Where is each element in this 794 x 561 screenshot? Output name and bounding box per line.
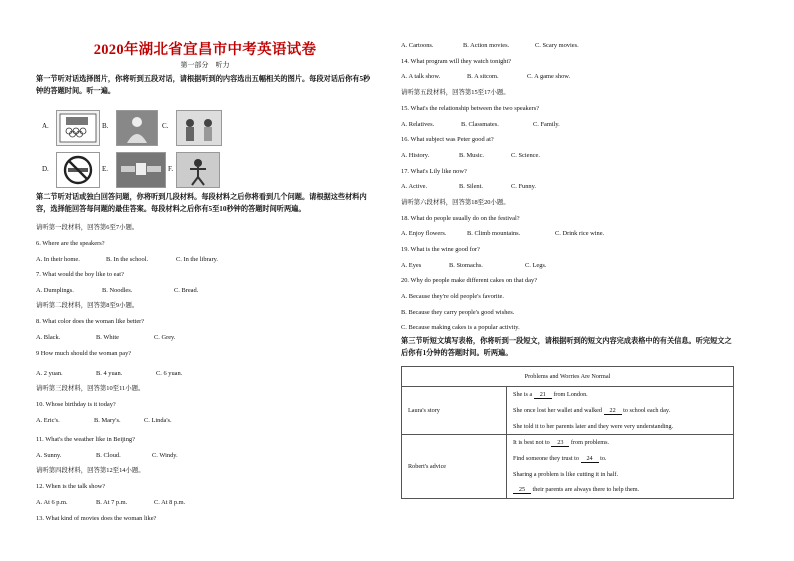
option[interactable]: C. Scary movies. [535, 42, 579, 49]
question-6: 6. Where are the speakers? [36, 240, 105, 247]
option[interactable]: A. At 6 p.m. [36, 499, 68, 506]
option[interactable]: B. 4 yuan. [96, 370, 123, 377]
table-row: She told it to her parents later and they were very understanding. [507, 419, 734, 435]
option[interactable]: A. Enjoy flowers. [401, 230, 447, 237]
robert-label: Robert's advice [402, 435, 507, 499]
question-12-options [36, 498, 185, 507]
pic-label-c: C. [162, 122, 169, 130]
exam-title: 2020年湖北省宜昌市中考英语试卷 [93, 42, 317, 58]
option[interactable]: A. Black. [36, 334, 61, 341]
person-picture [116, 110, 158, 146]
question-19: 19. What is the wine good for? [401, 246, 480, 253]
question-11-options [36, 451, 178, 460]
material-2-note: 请听第二段材料，回答第8至9小题。 [36, 302, 139, 309]
material-3-note: 请听第三段材料，回答第10至11小题。 [36, 385, 145, 392]
table-row: She once lost her wallet and walked 22 to school each day. [507, 403, 734, 419]
sports-picture [176, 152, 220, 188]
question-13: 13. What kind of movies does the woman like? [36, 515, 157, 522]
option[interactable]: B. Silent. [459, 183, 483, 190]
question-13-options [401, 41, 579, 50]
blank-22[interactable]: 22 [604, 407, 622, 415]
option[interactable]: C. Grey. [154, 334, 176, 341]
pic-label-a: A. [42, 122, 49, 130]
section1-instruction: 第一节听对话选择图片，你将听到五段对话，请根据听到的内容选出五幅相关的图片。每段对话后你有5秒钟的答题时间。听一遍。 [36, 75, 371, 95]
question-7-options [36, 286, 198, 295]
option[interactable]: A. Because they're old people's favorite. [401, 293, 504, 300]
option[interactable]: C. Bread. [174, 287, 199, 294]
option[interactable]: B. Climb mountains. [467, 230, 521, 237]
option[interactable]: A. Cartoons. [401, 42, 434, 49]
option[interactable]: B. Noodles. [102, 287, 133, 294]
question-15-options [401, 120, 560, 129]
material-5-note: 请听第五段材料，回答第15至17小题。 [401, 89, 510, 96]
option[interactable]: A. In their home. [36, 256, 80, 263]
question-10: 10. Whose birthday is it today? [36, 401, 116, 408]
part-heading: 第一部分 听力 [180, 61, 230, 69]
table-title: Problems and Worries Are Normal [402, 367, 734, 387]
material-6-note: 请听第六段材料，回答第18至20小题。 [401, 199, 510, 206]
section3-instruction: 第三节听短文填写表格，你将听到一段短文，请根据听到的短文内容完成表格中的有关信息。听完短文之后你有1分钟的答题时间。听两遍。 [401, 337, 732, 357]
option[interactable]: B. Mary's. [94, 417, 121, 424]
listening-table [401, 366, 734, 499]
option[interactable]: A. Sunny. [36, 452, 62, 459]
option[interactable]: C. Windy. [152, 452, 178, 459]
table-row: It is best not to 23 from problems. [507, 435, 734, 451]
option[interactable]: C. Legs. [525, 262, 547, 269]
question-19-options [401, 261, 546, 270]
question-17: 17. What's Lily like now? [401, 168, 467, 175]
question-18: 18. What do people usually do on the festival? [401, 215, 520, 222]
option[interactable]: C. Because making cakes is a popular activity. [401, 324, 520, 331]
option[interactable]: C. Science. [511, 152, 540, 159]
option[interactable]: C. Family. [533, 121, 560, 128]
option[interactable]: B. Music. [459, 152, 485, 159]
option[interactable]: C. Funny. [511, 183, 536, 190]
question-18-options [401, 229, 604, 238]
section2-instruction: 第二节听对话或独白回答问题，你将听到几段材料。每段材料之后你将看到几个问题。请根据这些材料内容，选择能回答每问题的最佳答案。每段材料之后你有5至10秒钟的答题时间听两遍。 [36, 193, 367, 213]
question-9: 9 How much should the woman pay? [36, 350, 132, 357]
option[interactable]: A. Relatives. [401, 121, 435, 128]
two-people-picture [176, 110, 222, 146]
table-row: 25 their parents are always there to help them. [507, 483, 734, 499]
question-16: 16. What subject was Peter good at? [401, 136, 494, 143]
blank-21[interactable]: 21 [534, 391, 552, 399]
blank-23[interactable]: 23 [551, 439, 569, 447]
option[interactable]: A. Eric's. [36, 417, 60, 424]
option[interactable]: A. A talk show. [401, 73, 441, 80]
table-row: She is a 21 from London. [507, 387, 734, 403]
blank-24[interactable]: 24 [581, 455, 599, 463]
table-row: Sharing a problem is like cutting it in half. [507, 467, 734, 483]
space-station-picture [116, 152, 166, 188]
laura-label: Laura's story [402, 387, 507, 435]
option[interactable]: B. White [96, 334, 119, 341]
option[interactable]: B. Because they carry people's good wishes. [401, 309, 515, 316]
option[interactable]: B. A sitcom. [467, 73, 499, 80]
no-smoking-picture [56, 152, 100, 188]
material-1-note: 请听第一段材料，回答第6至7小题。 [36, 224, 139, 231]
option[interactable]: B. Action movies. [463, 42, 510, 49]
question-8: 8. What color does the woman like better? [36, 318, 145, 325]
question-14: 14. What program will they watch tonight? [401, 58, 512, 65]
option[interactable]: A. Dumplings. [36, 287, 74, 294]
option[interactable]: C. At 8 p.m. [154, 499, 186, 506]
option[interactable]: B. Stomachs. [449, 262, 483, 269]
option[interactable]: B. In the school. [106, 256, 149, 263]
option[interactable]: C. A game show. [527, 73, 571, 80]
olympic-picture [56, 110, 100, 146]
option[interactable]: A. 2 yuan. [36, 370, 63, 377]
question-15: 15. What's the relationship between the two speakers? [401, 105, 540, 112]
question-17-options [401, 182, 536, 191]
question-16-options [401, 151, 540, 160]
option[interactable]: B. Cloud. [96, 452, 121, 459]
table-row: Find someone they trust to 24 to. [507, 451, 734, 467]
pic-label-b: B. [102, 122, 109, 130]
option[interactable]: C. 6 yuan. [156, 370, 183, 377]
question-14-options [401, 72, 570, 81]
option[interactable]: A. History. [401, 152, 430, 159]
question-7: 7. What would the boy like to eat? [36, 271, 124, 278]
pic-label-f: F. [168, 165, 174, 173]
material-4-note: 请听第四段材料，回答第12至14小题。 [36, 467, 145, 474]
blank-25[interactable]: 25 [513, 486, 531, 494]
option[interactable]: C. Linda's. [144, 417, 172, 424]
option[interactable]: A. Eyes [401, 262, 422, 269]
question-20: 20. Why do people make different cakes on that day? [401, 277, 538, 284]
question-8-options [36, 333, 175, 342]
question-11: 11. What's the weather like in Beijing? [36, 436, 135, 443]
pic-label-e: E. [102, 165, 109, 173]
option[interactable]: C. Drink rice wine. [555, 230, 605, 237]
option[interactable]: A. Active. [401, 183, 428, 190]
pic-label-d: D. [42, 165, 49, 173]
option[interactable]: C. In the library. [176, 256, 219, 263]
question-10-options [36, 416, 172, 425]
option[interactable]: B. At 7 p.m. [96, 499, 128, 506]
question-12: 12. When is the talk show? [36, 483, 106, 490]
question-6-options [36, 255, 218, 264]
question-9-options [36, 369, 182, 378]
option[interactable]: B. Classmates. [461, 121, 499, 128]
